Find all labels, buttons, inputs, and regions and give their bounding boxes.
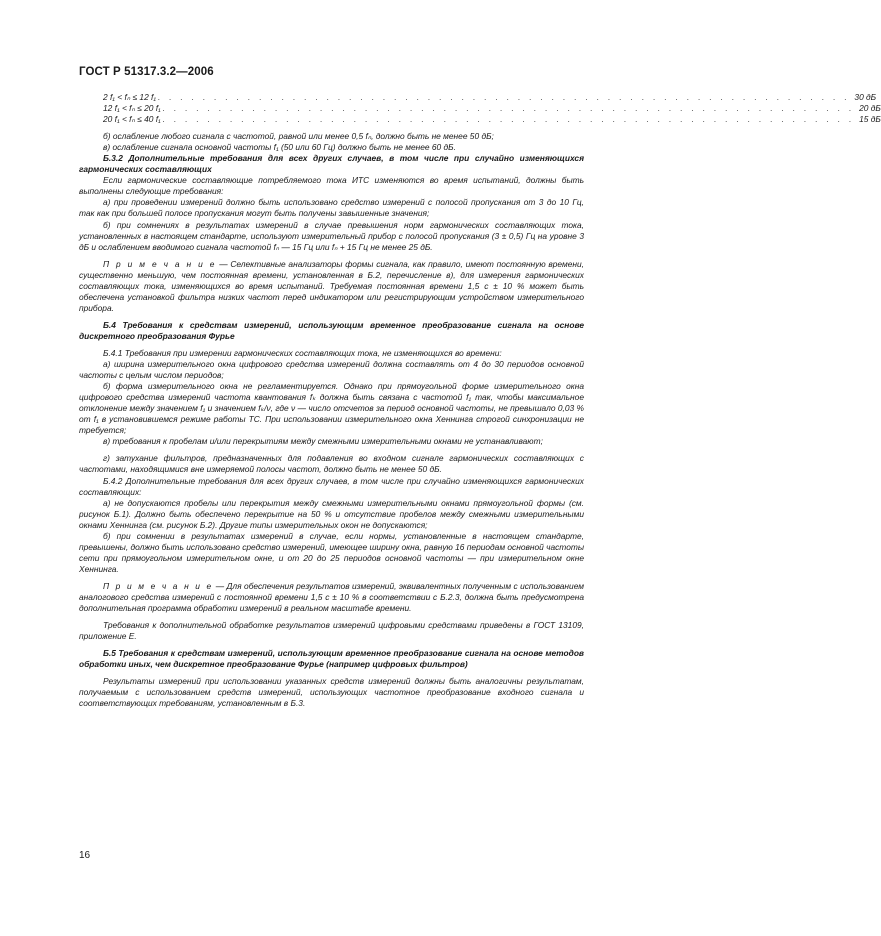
paragraph-b32-intro: Если гармонические составляющие потребляемого тока ИТС изменяются во время испытаний, должны быть выполнены следующие требования: — [79, 175, 584, 197]
paragraph-b42-a: а) не допускаются пробелы или перекрытия между смежными измерительными окнами прямоугольной формы (см. рисунок Б.1). Должно быть обеспечено перекрытие на 50 % и отсутствие пробелов между смежными измерительными окнами Хеннинга (см. рисунок Б.2). Другие типы измерительных окон не допускаются; — [79, 497, 584, 530]
limit-range: 12 f₁ < fₙ ≤ 20 f₁ — [103, 103, 161, 114]
limit-value: 20 дБ — [859, 103, 881, 114]
paragraph-b41-g: г) затухание фильтров, предназначенных для подавления во входном сигнале гармонических составляющих с частотами, находящимися вне измеряемой полосы частот, должно быть не менее 50 дБ. — [79, 453, 584, 475]
note-label: П р и м е ч а н и е — [103, 258, 217, 269]
paragraph-b-attenuation: б) ослабление любого сигнала с частотой, равной или менее 0,5 fₙ, должно быть не менее 50 дБ; — [103, 131, 494, 142]
paragraph-b5: Результаты измерений при использовании указанных средств измерений должны быть аналогичны результатам, получаемым с использованием средств измерений, использующих частотное преобразование входного сигнала и соответствующих требованиям, установленным в Б.3. — [79, 676, 584, 709]
paragraph-v-attenuation: в) ослабление сигнала основной частоты f₁ (50 или 60 Гц) должно быть не менее 60 дБ. — [103, 142, 456, 153]
limit-range: 20 f₁ < fₙ ≤ 40 f₁ — [103, 114, 161, 125]
limit-row — [79, 103, 881, 114]
standard-id: ГОСТ Р 51317.3.2—2006 — [79, 66, 214, 78]
document-body — [79, 92, 881, 709]
paragraph-b41-b: б) форма измерительного окна не регламентируется. Однако при прямоугольной форме измерительного окна цифрового средства измерений частота квантования fₖ должна быть связана с частотой f₁ так, чтобы максимальное отклонение между значением f₁ и значением fₖ/ν, где ν — число отсчетов за период основной частоты, не превышало 0,03 % от f₁ в установившемся режиме работы ТС. При использовании измерительного окна Хеннинга строгой синхронизации не требуется; — [79, 381, 584, 436]
paragraph-b42: Б.4.2 Дополнительные требования для всех других случаев, в том числе при случайно изменяющихся гармонических составляющих: — [79, 475, 584, 497]
note-text: — Для обеспечения результатов измерений, эквивалентных полученным с использованием аналогового средства измерений с постоянной времени 1,5 с ± 10 % в соответствии с Б.2.3, должна быть предусмотрена дополнительная программа обработки измерений в реальном масштабе времени. — [79, 580, 584, 614]
paragraph-b32-b: б) при сомнениях в результатах измерений в случае превышения норм гармонических составляющих тока, установленных в настоящем стандарте, используют измерительный прибор с полосой пропускания (3 ± 0,5) Гц на уровне 3 дБ и ослаблением вводимого сигнала частотой fₙ — 15 Гц или fₙ + 15 Гц не менее 25 дБ. — [79, 219, 584, 252]
paragraph-b32-a: а) при проведении измерений должно быть использовано средство измерений с полосой пропускания от 3 до 10 Гц, так как при большей полосе пропускания могут быть получены завышенные значения; — [79, 197, 584, 219]
note-1 — [79, 259, 584, 314]
limit-row — [79, 92, 877, 103]
paragraph-b41-a: а) ширина измерительного окна цифрового средства измерений должна составлять от 4 до 30 периодов основной частоты с целым числом периодов; — [79, 359, 584, 381]
page-number: 16 — [79, 850, 91, 861]
paragraph-b42-b: б) при сомнении в результатах измерений в случае, если нормы, установленные в настоящем стандарте, превышены, должно быть использовано средство измерений, имеющее ширину окна, равную 16 периодам основной частоты сети при прямоугольном измерительном окне, и от 20 до 25 периодов основной частоты — при измерительном окне Хеннинга. — [79, 530, 584, 574]
section-heading-b4: Б.4 Требования к средствам измерений, использующим временное преобразование сигнала на основе дискретного преобразования Фурье — [79, 319, 584, 341]
section-heading-b5: Б.5 Требования к средствам измерений, использующим временное преобразование сигнала на основе методов обработки иных, чем дискретное преобразование Фурье (например цифровых фильтров) — [79, 648, 584, 670]
leader-dots: . . . . . . . . . . . . . . . . . . . . . . . . . . . . . . . . . . . . . . . . . . . . . . . . . . . . . . . . . . . . . . — [162, 103, 855, 114]
paragraph-b41: Б.4.1 Требования при измерении гармонических составляющих тока, не изменяющихся во времени: — [103, 347, 502, 358]
limit-value: 30 дБ — [854, 92, 877, 102]
note-label: П р и м е ч а н и е — [103, 580, 214, 591]
leader-dots: . . . . . . . . . . . . . . . . . . . . . . . . . . . . . . . . . . . . . . . . . . . . . . . . . . . . . . . . . . . . . . — [162, 114, 855, 125]
leader-dots: . . . . . . . . . . . . . . . . . . . . . . . . . . . . . . . . . . . . . . . . . . . . . . . . . . . . . . . . . . . . . . — [158, 92, 851, 102]
limit-range: 2 f₁ < fₙ ≤ 12 f₁ — [103, 92, 157, 102]
section-heading-b32: Б.3.2 Дополнительные требования для всех других случаев, в том числе при случайно изменяющихся гармонических составляющих — [79, 153, 584, 175]
paragraph-b4-extra: Требования к дополнительной обработке результатов измерений цифровыми средствами приведены в ГОСТ 13109, приложение Е. — [79, 620, 584, 642]
attenuation-limits — [79, 92, 881, 125]
note-text: — Селективные анализаторы формы сигнала, как правило, имеют постоянную времени, существенно меньшую, чем постоянная времени, установленная в Б.2, перечисление в), для измерения гармонических составляющих тока, изменяющихся во время испытаний. Требуемая постоянная времени 1,5 с ± 10 % может быть обеспечена установкой фильтра низких частот перед индикатором или регистрирующим устройством измерительного прибора. — [79, 258, 584, 313]
note-2 — [79, 581, 584, 614]
limit-row — [79, 114, 881, 125]
paragraph-b41-v: в) требования к пробелам и/или перекрытиям между смежными измерительными окнами не устанавливают; — [103, 436, 543, 447]
limit-value: 15 дБ — [859, 114, 881, 125]
